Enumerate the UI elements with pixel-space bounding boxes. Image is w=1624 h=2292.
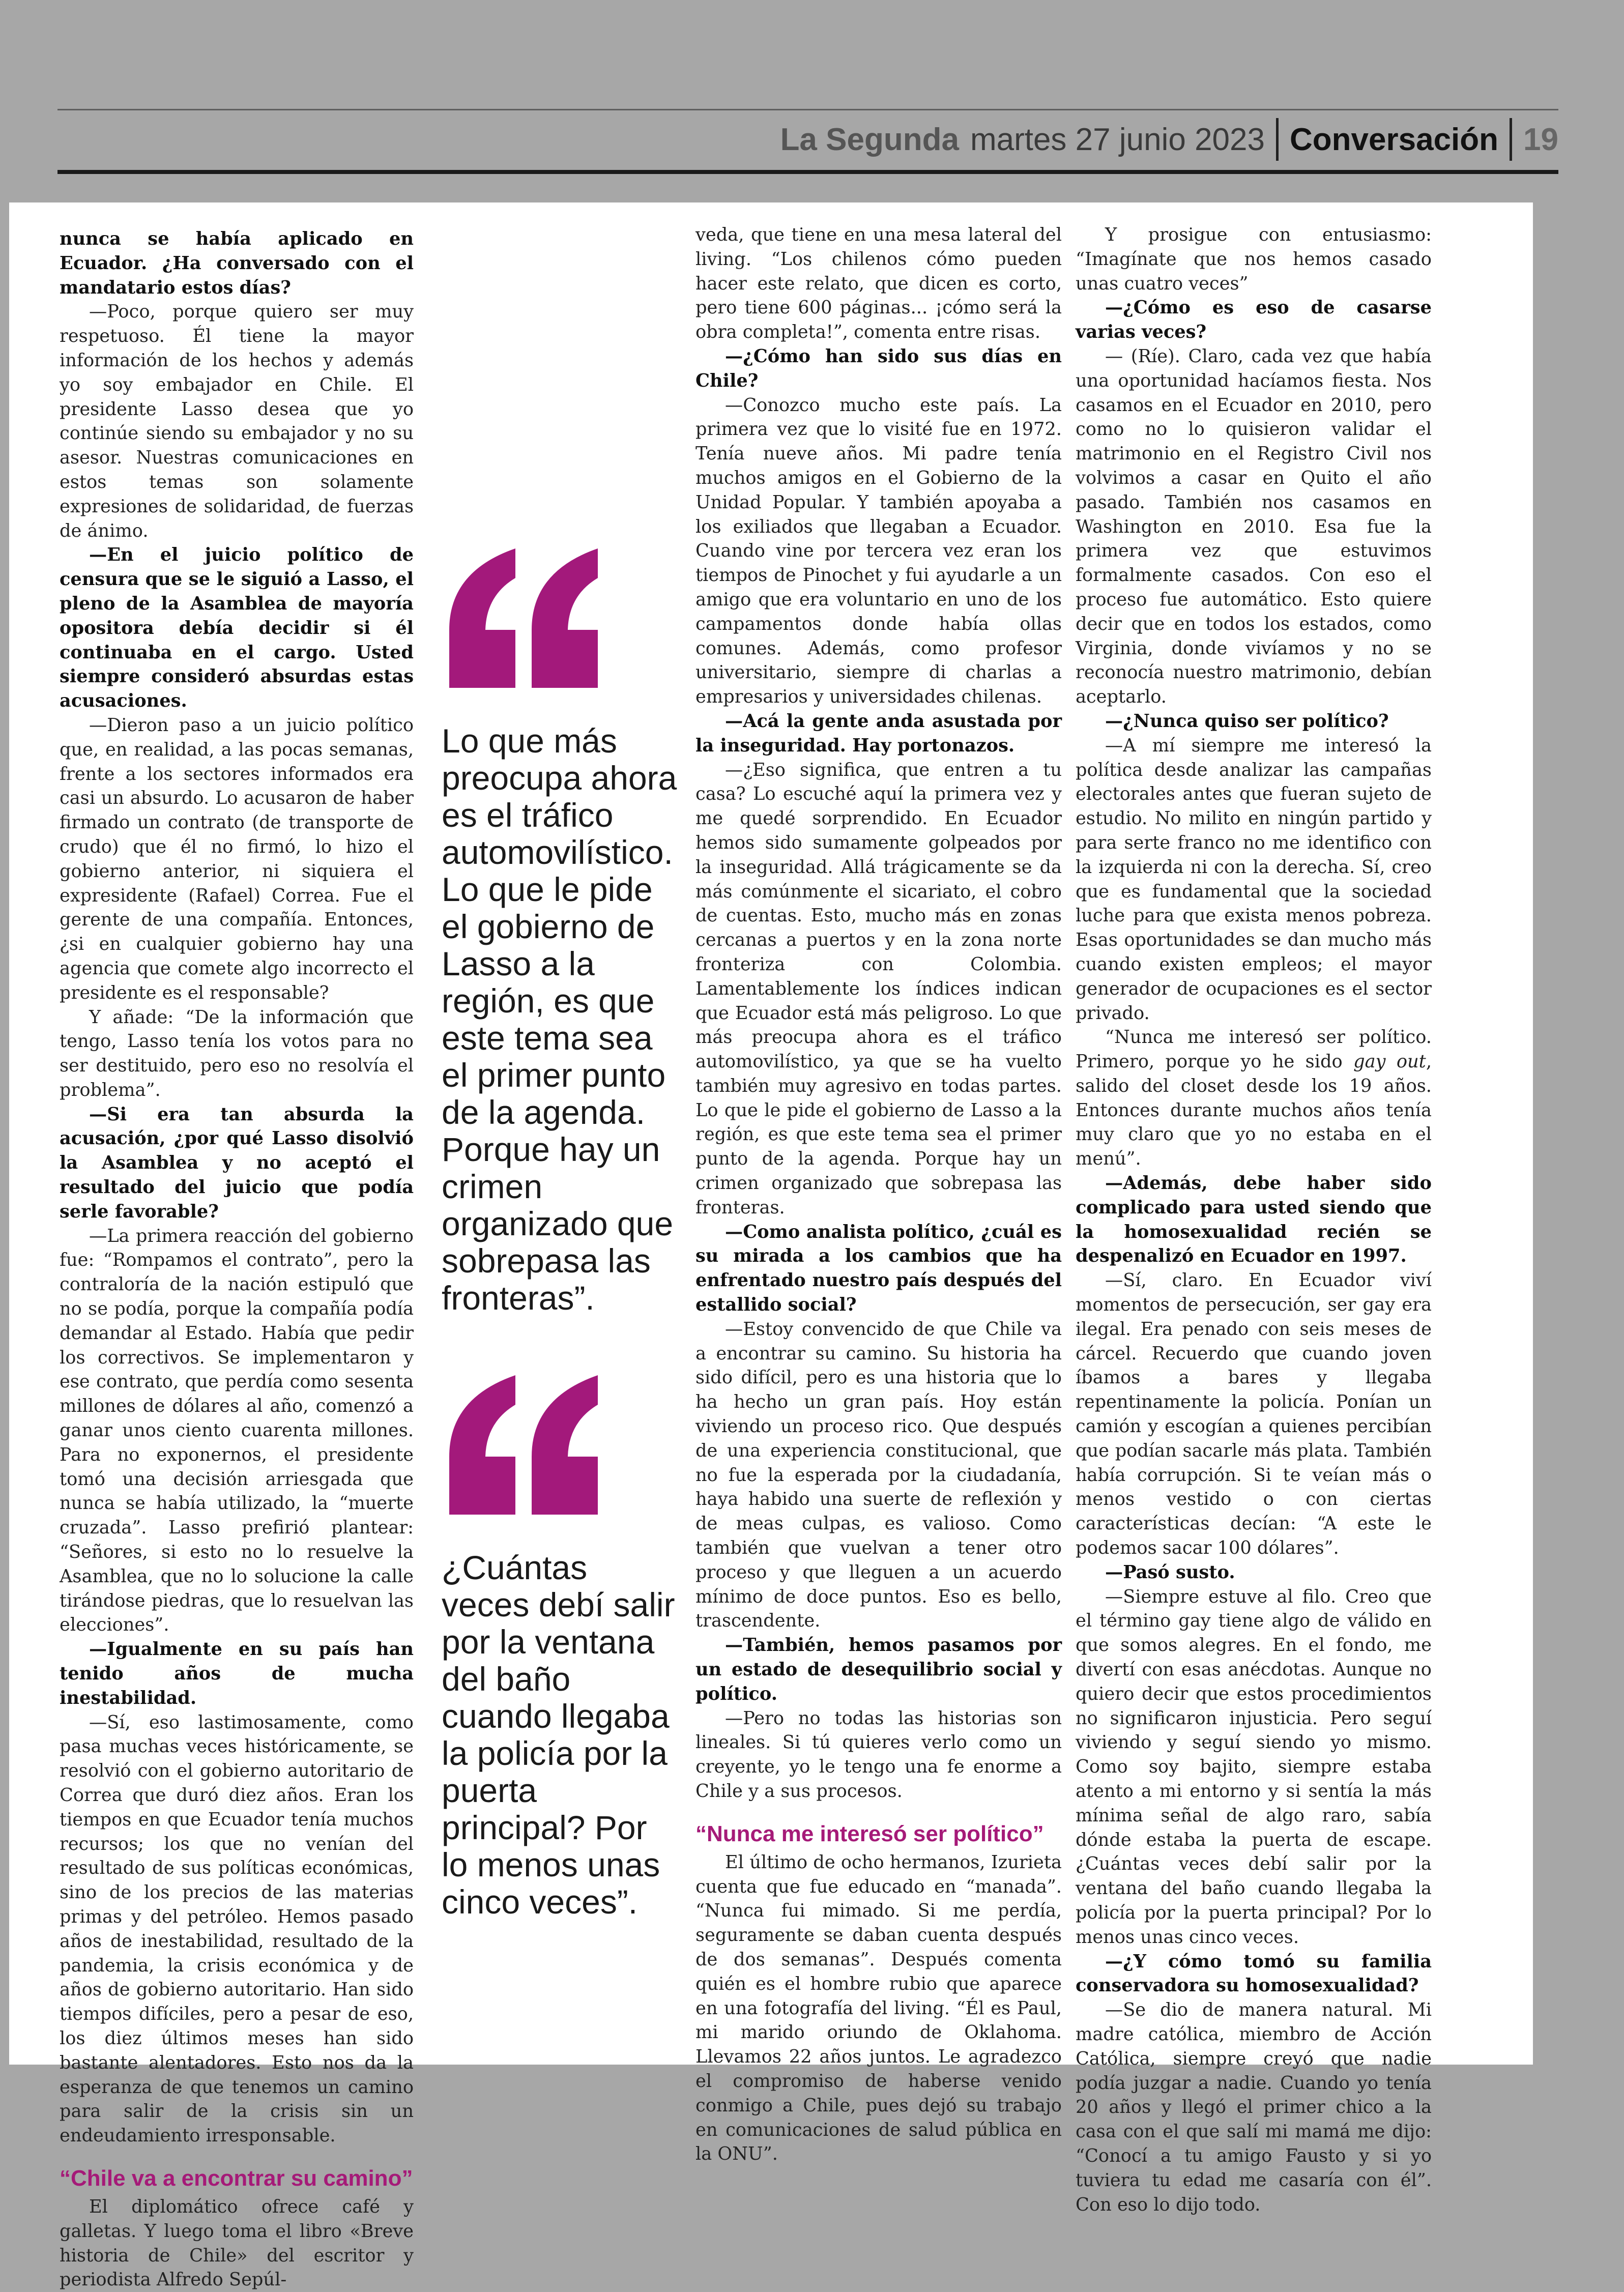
answer: —Se dio de manera natural. Mi madre católica, miembro de Acción Católica, siempre creyó que nadie podía juzgar a nadie. Cuando yo tenía 20 años y llegó el primer chico a la casa con el que salí mi mamá me dijo: “Conocí a tu amigo Fausto y si yo tuviera tu edad me casaría con él”. Con eso lo dijo todo. xyxy=(1076,1999,1432,2215)
question: —¿Cómo es eso de casarse varias veces? xyxy=(1076,297,1432,343)
subheading: “Chile va a encontrar su camino” xyxy=(60,2165,413,2191)
question: —Además, debe haber sido complicado para usted siendo que la homosexualidad recién se despenalizó en Ecuador en 1997. xyxy=(1076,1173,1432,1267)
question: —También, hemos pasamos por un estado de desequilibrio social y político. xyxy=(695,1635,1062,1704)
article-column-3 xyxy=(695,223,1062,2166)
question: —¿Nunca quiso ser político? xyxy=(1105,710,1389,732)
quote-mark-icon xyxy=(442,1375,605,1515)
issue-date: martes 27 junio 2023 xyxy=(970,122,1265,157)
answer: —Pero no todas las historias son lineales. Si tú quieres verlo como un creyente, yo le tengo una fe enorme a Chile y a sus procesos. xyxy=(695,1707,1062,1802)
question: —En el juicio político de censura que se le siguió a Lasso, el pleno de la Asamblea de mayoría opositora debía decidir si él continuaba en el cargo. Usted siempre consideró absurdas estas acusaciones. xyxy=(60,544,414,712)
question: —¿Cómo han sido sus días en Chile? xyxy=(695,345,1062,391)
question: —¿Y cómo tomó su familia conservadora su homosexualidad? xyxy=(1076,1951,1432,1996)
answer: —Sí, claro. En Ecuador viví momentos de persecución, ser gay era ilegal. Era penado con seis meses de cárcel. Recuerdo que cuando joven íbamos a bares y llegaba repentinamente la policía. Ponían un camión y escogían a quienes percibían que podían sacarle más plata. También había corrupción. Si te veían más o menos vestido o con ciertas características decían: “A este le podemos sacar 100 dólares”. xyxy=(1076,1270,1432,1559)
pull-quote-1 xyxy=(442,548,681,1317)
paragraph: Y añade: “De la información que tengo, Lasso tenía los votos para no ser destituido, pero eso no resolvía el problema”. xyxy=(60,1006,414,1100)
answer: —A mí siempre me interesó la política desde analizar las campañas electorales antes que fueran sujeto de estudio. No milito en ningún partido y para serte franco no me identifico con la izquierda ni con la derecha. Sí, creo que es fundamental que la sociedad luche para que exista menos pobreza. Esas oportunidades se dan mucho más cuando existen empleos; el mayor generador de ocupaciones es el sector privado. xyxy=(1076,735,1432,1024)
paragraph xyxy=(1076,1025,1432,1171)
header-top-rule xyxy=(57,109,1558,110)
page-header xyxy=(57,105,1558,174)
answer: —Dieron paso a un juicio político que, en realidad, a las pocas semanas, frente a los sectores informados era casi un absurdo. Lo acusaron de haber firmado un contrato (de transporte de crudo) que él no firmó, lo hizo el gobierno anterior, ni siquiera el expresidente (Rafael) Correa. Fue el gerente de una compañía. Entonces, ¿si en cualquier gobierno hay una agencia que comete algo incorrecto el presidente es el responsable? xyxy=(60,714,414,1003)
section-name: Conversación xyxy=(1290,122,1499,157)
question: nunca se había aplicado en Ecuador. ¿Ha conversado con el mandatario estos días? xyxy=(60,228,414,298)
paragraph: Y prosigue con entusiasmo: “Imagínate que nos hemos casado unas cuatro veces” xyxy=(1076,224,1432,294)
header-divider xyxy=(1510,118,1512,161)
publication-name: La Segunda xyxy=(780,122,959,157)
pull-quote-text: Lo que más preocupa ahora es el tráfico automovilístico. Lo que le pide el gobierno de Lasso a la región, es que este tema sea el primer punto de la agenda. Porque hay un crimen organizado que sobrepasa las fronteras”. xyxy=(442,722,677,1317)
text-span: “Nunca me interesó ser político. Primero, porque yo he sido xyxy=(1076,1027,1432,1072)
paragraph: El último de ocho hermanos, Izurieta cuenta que fue educado en “manada”. “Nunca fui mimado. Si me perdía, seguramente se daban cuenta después de dos semanas”. Después comenta quién es el hombre rubio que aparece en una fotografía del living. “Él es Paul, mi marido oriundo de Oklahoma. Llevamos 22 años juntos. Le agradezco el compromiso de haberse venido conmigo a Chile, pues dejó su trabajo en comunicaciones de salud pública en la ONU”. xyxy=(695,1851,1062,2165)
quote-mark-icon xyxy=(442,548,605,688)
header-bar xyxy=(780,115,1558,164)
question: —Como analista político, ¿cuál es su mirada a los cambios que ha enfrentado nuestro país después del estallido social? xyxy=(695,1221,1062,1316)
page-number: 19 xyxy=(1523,122,1558,157)
answer: — (Ríe). Claro, cada vez que había una oportunidad hacíamos fiesta. Nos casamos en el Ecuador en 2010, pero como no lo quisieron validar el matrimonio en el Registro Civil nos volvimos a casar en Quito el año pasado. También nos casamos en Washington en 2010. Esa fue la primera vez que estuvimos formalmente casados. Con eso el proceso fue automático. Esto quiere decir que en todos los estados, como Virginia, donde vivíamos y no se reconocía nuestro matrimonio, debían aceptarlo. xyxy=(1076,345,1432,708)
question: —Igualmente en su país han tenido años de mucha inestabilidad. xyxy=(60,1639,414,1708)
question: —Acá la gente anda asustada por la inseguridad. Hay portonazos. xyxy=(695,710,1062,756)
pull-quote-2 xyxy=(442,1375,681,1921)
answer: —Sí, eso lastimosamente, como pasa muchas veces históricamente, se resolvió con el gobierno autoritario de Correa que duró diez años. Eran los tiempos en que Ecuador tenía muchos recursos; los que no venían del resultado de sus políticas económicas, sino de los precios de las materias primas y del petróleo. Hemos pasado años de inestabilidad, resultado de la pandemia, la crisis económica y de años de gobierno autoritario. Han sido tiempos difíciles, pero a pesar de eso, los diez últimos meses han sido bastante alentadores. Esto nos da la esperanza de que tenemos un camino para salir de la crisis sin un endeudamiento irresponsable. xyxy=(60,1711,414,2146)
text-span: , salido del closet desde los 19 años. Entonces durante muchos años tenía muy claro que yo no estaba en el menú”. xyxy=(1076,1051,1432,1170)
paragraph: veda, que tiene en una mesa lateral del living. “Los chilenos cómo pueden hacer este relato, que dicen es corto, pero tiene 600 páginas... ¡cómo será la obra completa!”, comenta entre risas. xyxy=(695,224,1062,343)
answer: —Conozco mucho este país. La primera vez que lo visité fue en 1972. Tenía nueve años. Mi padre tenía muchos amigos en el Gobierno de la Unidad Popular. Y también apoyaba a los exiliados que llegaban a Ecuador. Cuando vine por tercera vez eran los tiempos de Pinochet y fui ayudarle a un amigo que era voluntario en uno de los campamentos donde había ollas comunes. Además, como profesor universitario, siempre di charlas a empresarios y universidades chilenas. xyxy=(695,394,1062,708)
paragraph: El diplomático ofrece café y galletas. Y luego toma el libro «Breve historia de Chile» del escritor y periodista Alfredo Sepúl- xyxy=(60,2196,414,2290)
question: —Si era tan absurda la acusación, ¿por qué Lasso disolvió la Asamblea y no aceptó el resultado del juicio que podía serle favorable? xyxy=(60,1104,414,1222)
article-column-4 xyxy=(1076,223,1432,2217)
pull-quote-text: ¿Cuántas veces debí salir por la ventana del baño cuando llegaba la policía por la puerta principal? Por lo menos unas cinco veces”. xyxy=(442,1549,675,1921)
article-page xyxy=(9,202,1533,2290)
answer: —Estoy convencido de que Chile va a encontrar su camino. Su historia ha sido difícil, pero es una historia que lo ha hecho un gran país. Hoy están viviendo un proceso rico. Que después de una experiencia constitucional, que no fue la esperada por la ciudadanía, haya habido una suerte de reflexión y de meas culpas, es valioso. Como también que vuelvan a tener otro proceso y que lleguen a un acuerdo mínimo de doce puntos. Eso es bello, trascendente. xyxy=(695,1318,1062,1632)
subheading: “Nunca me interesó ser político” xyxy=(695,1821,1044,1846)
answer: —Siempre estuve al filo. Creo que el término gay tiene algo de válido en que somos alegres. En el fondo, me divertí con esas anécdotas. Aunque no quiero decir que estos procedimientos no significaron injusticia. Pero seguí viviendo y seguí siendo yo mismo. Como soy bajito, siempre estaba atento a mi entorno y si sentía la más mínima señal de algo raro, sabía dónde estaba la puerta de escape. ¿Cuántas veces debí salir por la ventana del baño cuando llegaba la policía por la puerta principal? Por lo menos unas cinco veces. xyxy=(1076,1586,1432,1948)
answer: —La primera reacción del gobierno fue: “Rompamos el contrato”, pero la contraloría de la nación estipuló que no se podía, porque la compañía podía demandar al Estado. Había que pedir los correctivos. Se implementaron y ese contrato, que perdía como sesenta millones de dólares al año, comenzó a ganar unos ciento cuarenta millones. Para no exponernos, el presidente tomó una decisión arriesgada que nunca se había utilizado, la “muerte cruzada”. Lasso prefirió plantear: “Señores, si esto no lo resuelve la Asamblea, que no lo solucione la calle tirándose piedras, que lo resuelvan las elecciones”. xyxy=(60,1225,414,1636)
italic-term: gay out xyxy=(1353,1051,1426,1072)
header-bottom-rule xyxy=(57,170,1558,174)
answer: —Poco, porque quiero ser muy respetuoso. Él tiene la mayor información de los hechos y además yo soy embajador en Chile. El presidente Lasso desea que yo continúe siendo su embajador y no su asesor. Nuestras comunicaciones en estos temas son solamente expresiones de solidaridad, de fuerzas de ánimo. xyxy=(60,301,414,541)
question: —Pasó susto. xyxy=(1105,1561,1235,1583)
article-column-1 xyxy=(60,227,414,2292)
header-divider xyxy=(1276,118,1279,161)
answer: —¿Eso significa, que entren a tu casa? Lo escuché aquí la primera vez y me quedé sorprendido. En Ecuador hemos sido sumamente golpeados por la inseguridad. Allá trágicamente se da más comúnmente el sicariato, el cobro de cuentas. Esto, mucho más en zonas cercanas a puertos y en la zona norte fronteriza con Colombia. Lamentablemente los índices indican que Ecuador está más peligroso. Lo que más preocupa ahora es el tráfico automovilístico, ya que se ha vuelto también muy agresivo en todas partes. Lo que le pide el gobierno de Lasso a la región, es que este tema sea el primer punto de la agenda. Porque hay un crimen organizado que sobrepasa las fronteras. xyxy=(695,759,1062,1218)
